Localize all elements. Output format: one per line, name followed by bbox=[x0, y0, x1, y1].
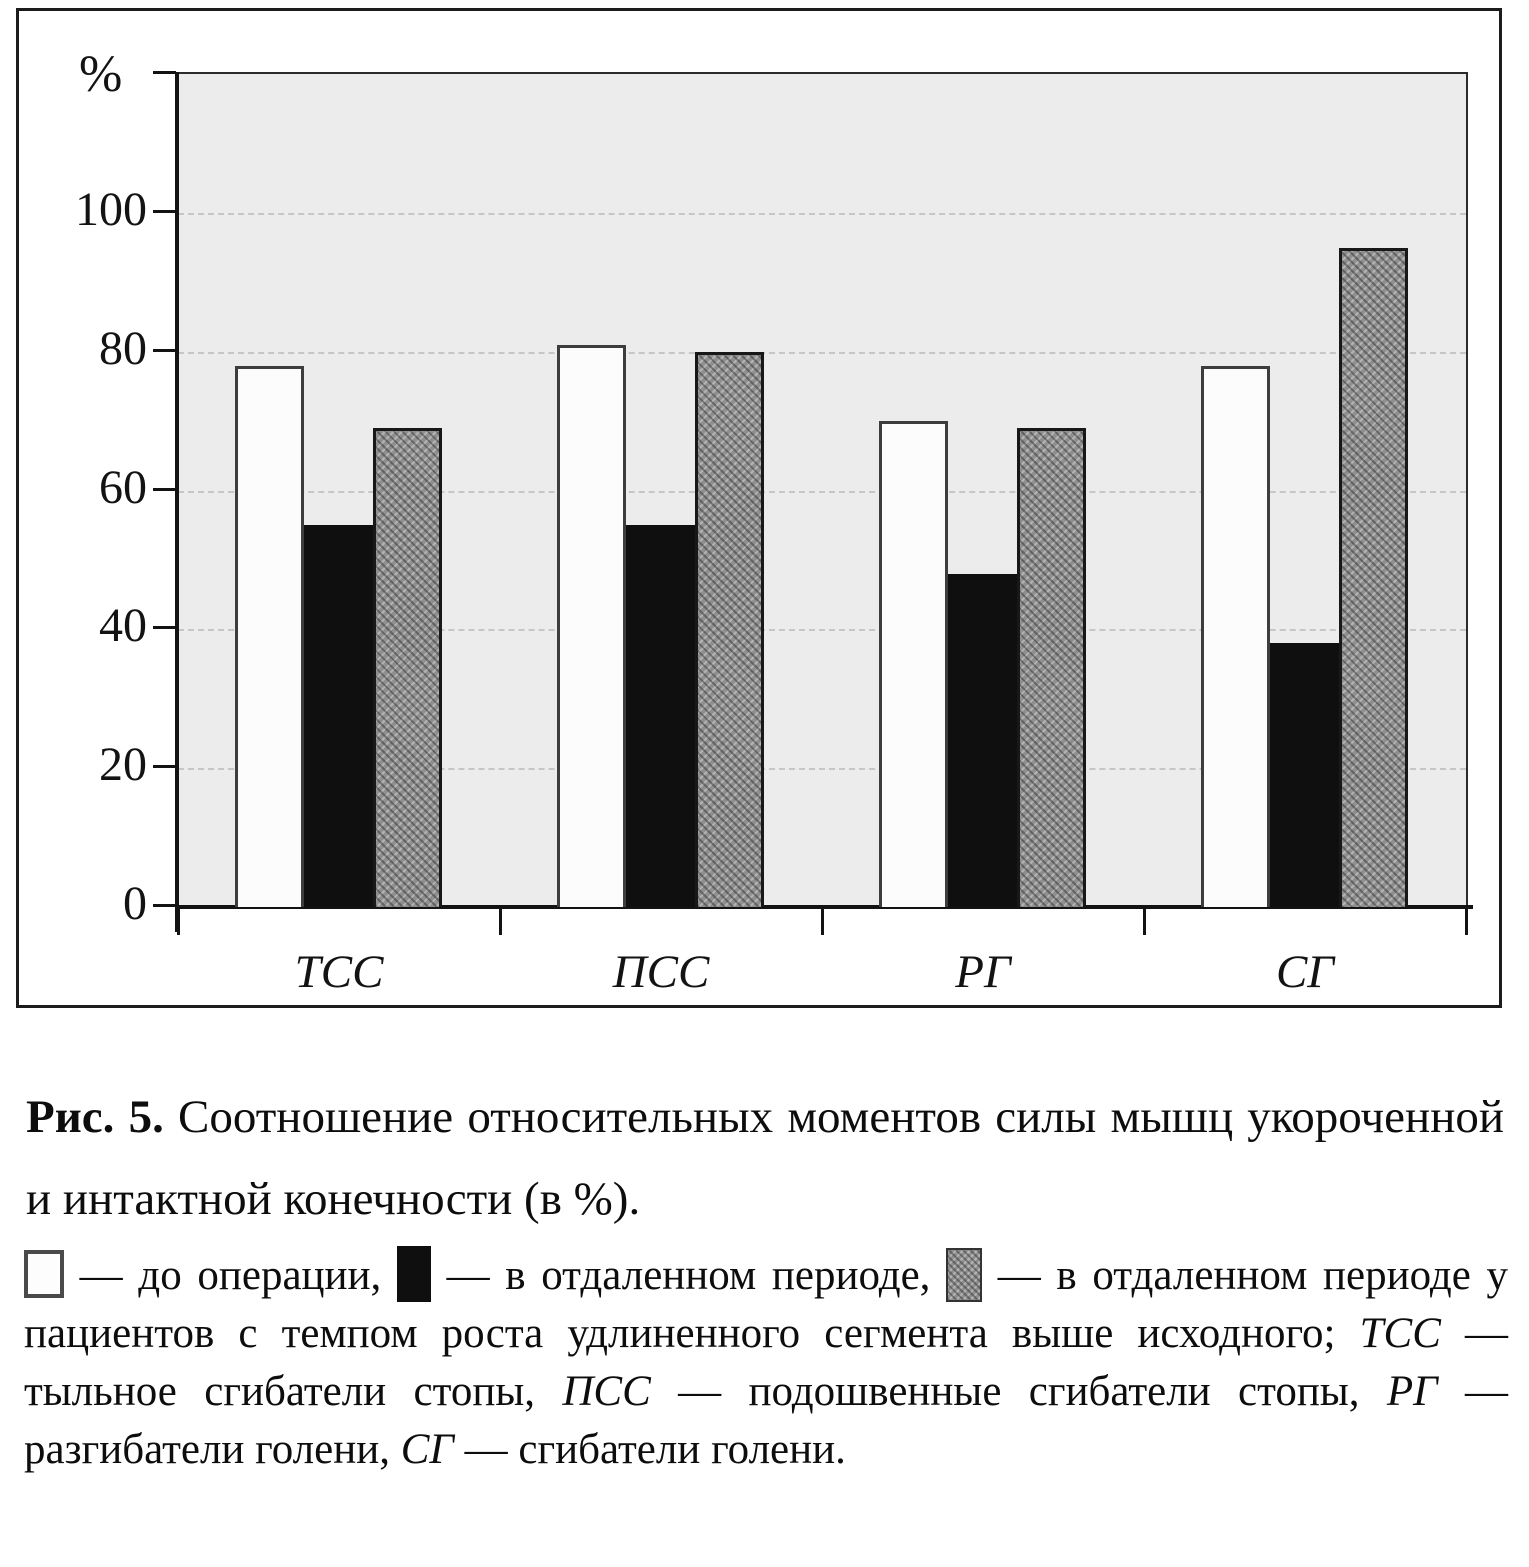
x-category-label-РГ: РГ bbox=[955, 946, 1011, 998]
legend-swatch-gray bbox=[946, 1248, 982, 1302]
legend-term-sg: СГ bbox=[400, 1426, 454, 1473]
figure-legend bbox=[24, 1246, 1508, 1479]
figure-box bbox=[16, 8, 1502, 1008]
legend-term-pcc: ПСС bbox=[562, 1368, 651, 1415]
y-tick-label-100: 100 bbox=[75, 183, 147, 236]
legend-black-text: — в отдаленном периоде, bbox=[430, 1252, 947, 1299]
legend-swatch-black bbox=[397, 1246, 431, 1302]
x-tick-4 bbox=[1465, 907, 1468, 935]
y-tick-label-80: 80 bbox=[99, 322, 147, 375]
bar-gray-СГ bbox=[1339, 248, 1408, 907]
x-category-label-ТСС: ТСС bbox=[294, 946, 384, 998]
legend-term-rg: РГ bbox=[1386, 1368, 1438, 1415]
x-tick-2 bbox=[821, 907, 824, 935]
bar-gray-ПСС bbox=[695, 352, 764, 907]
legend-gray-text: — в отдаленном периоде у пациентов с темпом роста удлиненного сегмента выше исходного; bbox=[24, 1252, 1508, 1357]
y-axis-unit-label: % bbox=[79, 46, 123, 103]
bar-black-СГ bbox=[1270, 643, 1339, 907]
bar-white-ПСС bbox=[557, 345, 626, 907]
y-tick-60 bbox=[153, 488, 176, 491]
x-tick-1 bbox=[499, 907, 502, 935]
x-category-label-СГ: СГ bbox=[1275, 946, 1335, 998]
bar-group-РГ bbox=[879, 74, 1086, 907]
bar-gray-РГ bbox=[1017, 428, 1086, 907]
y-tick-label-0: 0 bbox=[123, 877, 147, 930]
legend-term-tcc-text: — тыльное сгибатели стопы, bbox=[24, 1310, 1508, 1415]
x-tick-3 bbox=[1143, 907, 1146, 935]
y-tick-20 bbox=[153, 765, 176, 768]
y-tick-80 bbox=[153, 349, 176, 352]
legend-term-sg-text: — сгибатели голени. bbox=[453, 1426, 846, 1473]
y-tick-0 bbox=[153, 904, 176, 907]
legend-white-text: — до операции, bbox=[64, 1252, 397, 1299]
bar-group-ПСС bbox=[557, 74, 764, 907]
x-category-label-ПСС: ПСС bbox=[612, 946, 710, 998]
legend-term-pcc-text: — подошвенные сгибатели стопы, bbox=[650, 1368, 1387, 1415]
legend-swatch-white bbox=[24, 1250, 64, 1298]
legend-term-rg-text: — разгибатели голени, bbox=[24, 1368, 1508, 1473]
bar-white-ТСС bbox=[235, 366, 304, 907]
y-tick-100 bbox=[153, 210, 176, 213]
bar-black-ПСС bbox=[626, 525, 695, 907]
figure-caption-text: Соотношение относительных моментов силы мышц укороченной и интактной конечности (в %). bbox=[26, 1091, 1504, 1225]
bar-group-ТСС bbox=[235, 74, 442, 907]
bar-white-СГ bbox=[1201, 366, 1270, 907]
bar-black-ТСС bbox=[304, 525, 373, 907]
y-tick-label-40: 40 bbox=[99, 599, 147, 652]
y-tick-120 bbox=[153, 71, 176, 74]
y-axis-line bbox=[175, 72, 179, 932]
plot-area bbox=[178, 72, 1468, 907]
bar-gray-ТСС bbox=[373, 428, 442, 907]
bar-group-СГ bbox=[1201, 74, 1408, 907]
x-tick-0 bbox=[177, 907, 180, 935]
y-tick-label-60: 60 bbox=[99, 461, 147, 514]
bar-white-РГ bbox=[879, 421, 948, 907]
bar-black-РГ bbox=[948, 574, 1017, 907]
y-tick-label-20: 20 bbox=[99, 738, 147, 791]
figure-caption-number: Рис. 5. bbox=[26, 1091, 164, 1143]
figure-caption bbox=[26, 1076, 1504, 1240]
y-tick-40 bbox=[153, 626, 176, 629]
legend-term-tcc: ТСС bbox=[1359, 1310, 1441, 1357]
